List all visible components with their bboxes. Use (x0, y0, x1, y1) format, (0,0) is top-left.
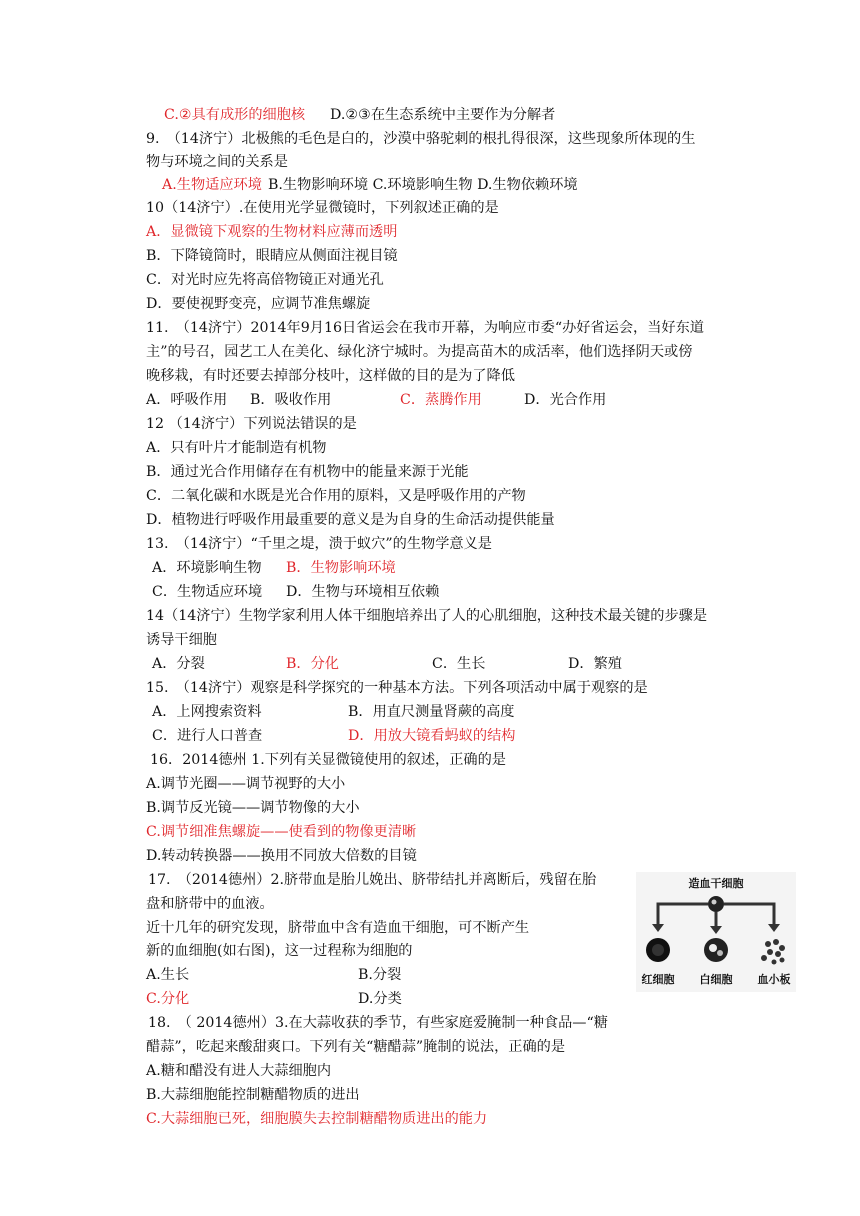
answer-highlight: D．用放大镜看蚂蚁的结构 (348, 728, 516, 744)
text-segment: A.糖和醋没有进人大蒜细胞内 (146, 1063, 332, 1079)
text-line-q13 (146, 533, 492, 555)
text-line-q12b (146, 461, 469, 483)
text-segment: 盘和脐带中的血液。 (146, 896, 274, 912)
text-segment: 主”的号召，园艺工人在美化、绿化济宁城时。为提高苗木的成活率，他们选择阴天或傍 (146, 344, 693, 360)
text-segment: 物与环境之间的关系是 (146, 154, 288, 170)
text-segment: B．吸收作用 (250, 392, 332, 408)
answer-highlight: A.生物适应环境 (162, 177, 262, 193)
text-line-q15 (146, 677, 648, 699)
text-line-q11b (146, 341, 692, 363)
text-segment: B．下降镜筒时，眼睛应从侧面注视目镜 (146, 248, 398, 264)
text-line-q16a (146, 773, 345, 795)
text-segment: D．光合作用 (524, 392, 607, 408)
text-line-q14 (146, 605, 707, 627)
text-segment: A．环境影响生物 (152, 560, 262, 576)
diagram-label-platelet: 血小板 (757, 973, 791, 986)
text-segment: 醋蒜”，吃起来酸甜爽口。下列有关“糖醋蒜”腌制的说法，正确的是 (146, 1039, 566, 1055)
text-segment: 晚移栽，有时还要去掉部分枝叶，这样做的目的是为了降低 (146, 368, 515, 384)
text-line-q12 (146, 413, 357, 435)
answer-highlight: C.大蒜细胞已死，细胞膜失去控制糖醋物质进出的能力 (146, 1111, 488, 1127)
text-line-q18c (146, 1060, 331, 1082)
text-segment: C．进行人口普查 (152, 728, 263, 744)
text-segment: 新的血细胞(如右图)，这一过程称为细胞的 (146, 943, 413, 959)
text-segment: A.调节光圈——调节视野的大小 (146, 776, 346, 792)
text-segment: A．呼吸作用 (146, 392, 228, 408)
diagram-label-red-cell: 红细胞 (641, 973, 675, 986)
text-segment: 16．2014德州 1.下列有关显微镜使用的叙述，正确的是 (150, 752, 506, 768)
diagram-label-white-cell: 白细胞 (699, 973, 733, 986)
text-line-q16b (146, 797, 360, 819)
text-segment: 近十几年的研究发现，脐带血中含有造血干细胞，可不断产生 (146, 920, 530, 936)
stem-cell-icon (708, 896, 724, 912)
text-line-q18b (146, 1036, 565, 1058)
text-line-q17b (146, 893, 274, 915)
text-line-q16c (146, 821, 416, 843)
text-line-q17 (148, 869, 596, 891)
answer-highlight: C．蒸腾作用 (400, 392, 482, 408)
text-segment: B.调节反光镜——调节物像的大小 (146, 800, 360, 816)
text-segment: A．分裂 (152, 656, 205, 672)
text-segment: 11. （14济宁）2014年9月16日省运会在我市开幕，为响应市委“办好省运会，当好东道 (146, 320, 704, 336)
text-segment: 诱导干细胞 (146, 632, 217, 648)
text-segment: 14（14济宁）生物学家利用人体干细胞培养出了人的心肌细胞，这种技术最关键的步骤是 (146, 608, 708, 624)
text-segment: B.生物影响环境 C.环境影响生物 D.生物依赖环境 (268, 177, 578, 193)
text-segment: A.生长 (146, 967, 190, 983)
text-segment: 13. （14济宁）“千里之堤，溃于蚁穴”的生物学意义是 (146, 536, 492, 552)
text-segment: B.分裂 (358, 967, 402, 983)
text-line-q10d (146, 293, 370, 315)
text-segment: D．生物与环境相互依赖 (286, 584, 440, 600)
text-segment: 15. （14济宁）观察是科学探究的一种基本方法。下列各项活动中属于观察的是 (146, 680, 648, 696)
text-line-q11 (146, 317, 704, 339)
diagram-top-label: 造血干细胞 (688, 877, 744, 890)
text-segment: 10（14济宁）.在使用光学显微镜时，下列叙述正确的是 (146, 200, 499, 216)
text-segment: 9. （14济宁）北极熊的毛色是白的，沙漠中骆驼刺的根扎得很深，这些现象所体现的生 (146, 131, 696, 147)
text-line-q10b (146, 245, 398, 267)
text-line-q16d (146, 845, 417, 867)
text-segment: A．只有叶片才能制造有机物 (146, 440, 327, 456)
text-segment: D.转动转换器——换用不同放大倍数的目镜 (146, 848, 417, 864)
text-segment: A．上网搜索资料 (152, 704, 262, 720)
text-line-q10c (146, 269, 384, 291)
text-line-q16 (150, 749, 506, 771)
answer-highlight: C.分化 (146, 991, 190, 1007)
text-line-q12d (146, 509, 555, 531)
answer-highlight: B．分化 (286, 656, 339, 672)
text-line-q10 (146, 197, 499, 219)
text-segment: B．用直尺测量肾蕨的高度 (348, 704, 515, 720)
text-segment: 18. （ 2014德州）3.在大蒜收获的季节，有些家庭爱腌制一种食品—“糖 (148, 1015, 608, 1031)
text-line-q17c (146, 917, 529, 939)
text-line-q12c (146, 485, 526, 507)
text-segment: C．生长 (432, 656, 486, 672)
text-line-q14b (146, 629, 217, 651)
text-segment: D．植物进行呼吸作用最重要的意义是为自身的生命活动提供能量 (146, 512, 555, 528)
answer-highlight: A．显微镜下观察的生物材料应薄而透明 (146, 224, 398, 240)
text-line-q18 (148, 1012, 608, 1034)
text-line-q12a (146, 437, 327, 459)
text-line-q18d (146, 1084, 360, 1106)
text-segment: C．对光时应先将高倍物镜正对通光孔 (146, 272, 384, 288)
text-segment: D．繁殖 (568, 656, 622, 672)
text-segment: D.②③在生态系统中主要作为分解者 (330, 107, 556, 123)
answer-highlight: C.②具有成形的细胞核 (164, 107, 306, 123)
text-line-q18e (146, 1108, 487, 1130)
diagram-svg (636, 872, 796, 992)
text-segment: D．要使视野变亮，应调节准焦螺旋 (146, 296, 371, 312)
hematopoietic-stem-cell-diagram (636, 872, 796, 992)
text-segment: B．通过光合作用储存在有机物中的能量来源于光能 (146, 464, 469, 480)
answer-highlight: B．生物影响环境 (286, 560, 396, 576)
text-line-q17d (146, 940, 412, 962)
text-segment: C．生物适应环境 (152, 584, 263, 600)
text-segment: C．二氧化碳和水既是光合作用的原料，又是呼吸作用的产物 (146, 488, 526, 504)
text-line-q9b (146, 151, 288, 173)
text-segment: B.大蒜细胞能控制糖醋物质的进出 (146, 1087, 360, 1103)
text-segment: D.分类 (358, 991, 402, 1007)
answer-highlight: C.调节细准焦螺旋——使看到的物像更清晰 (146, 824, 417, 840)
text-line-q9 (146, 128, 695, 150)
text-segment: 12 （14济宁）下列说法错误的是 (146, 416, 357, 432)
text-line-q11c (146, 365, 515, 387)
text-line-q10a (146, 221, 397, 243)
text-segment: 17. （2014德州）2.脐带血是胎儿娩出、脐带结扎并离断后，残留在胎 (148, 872, 597, 888)
